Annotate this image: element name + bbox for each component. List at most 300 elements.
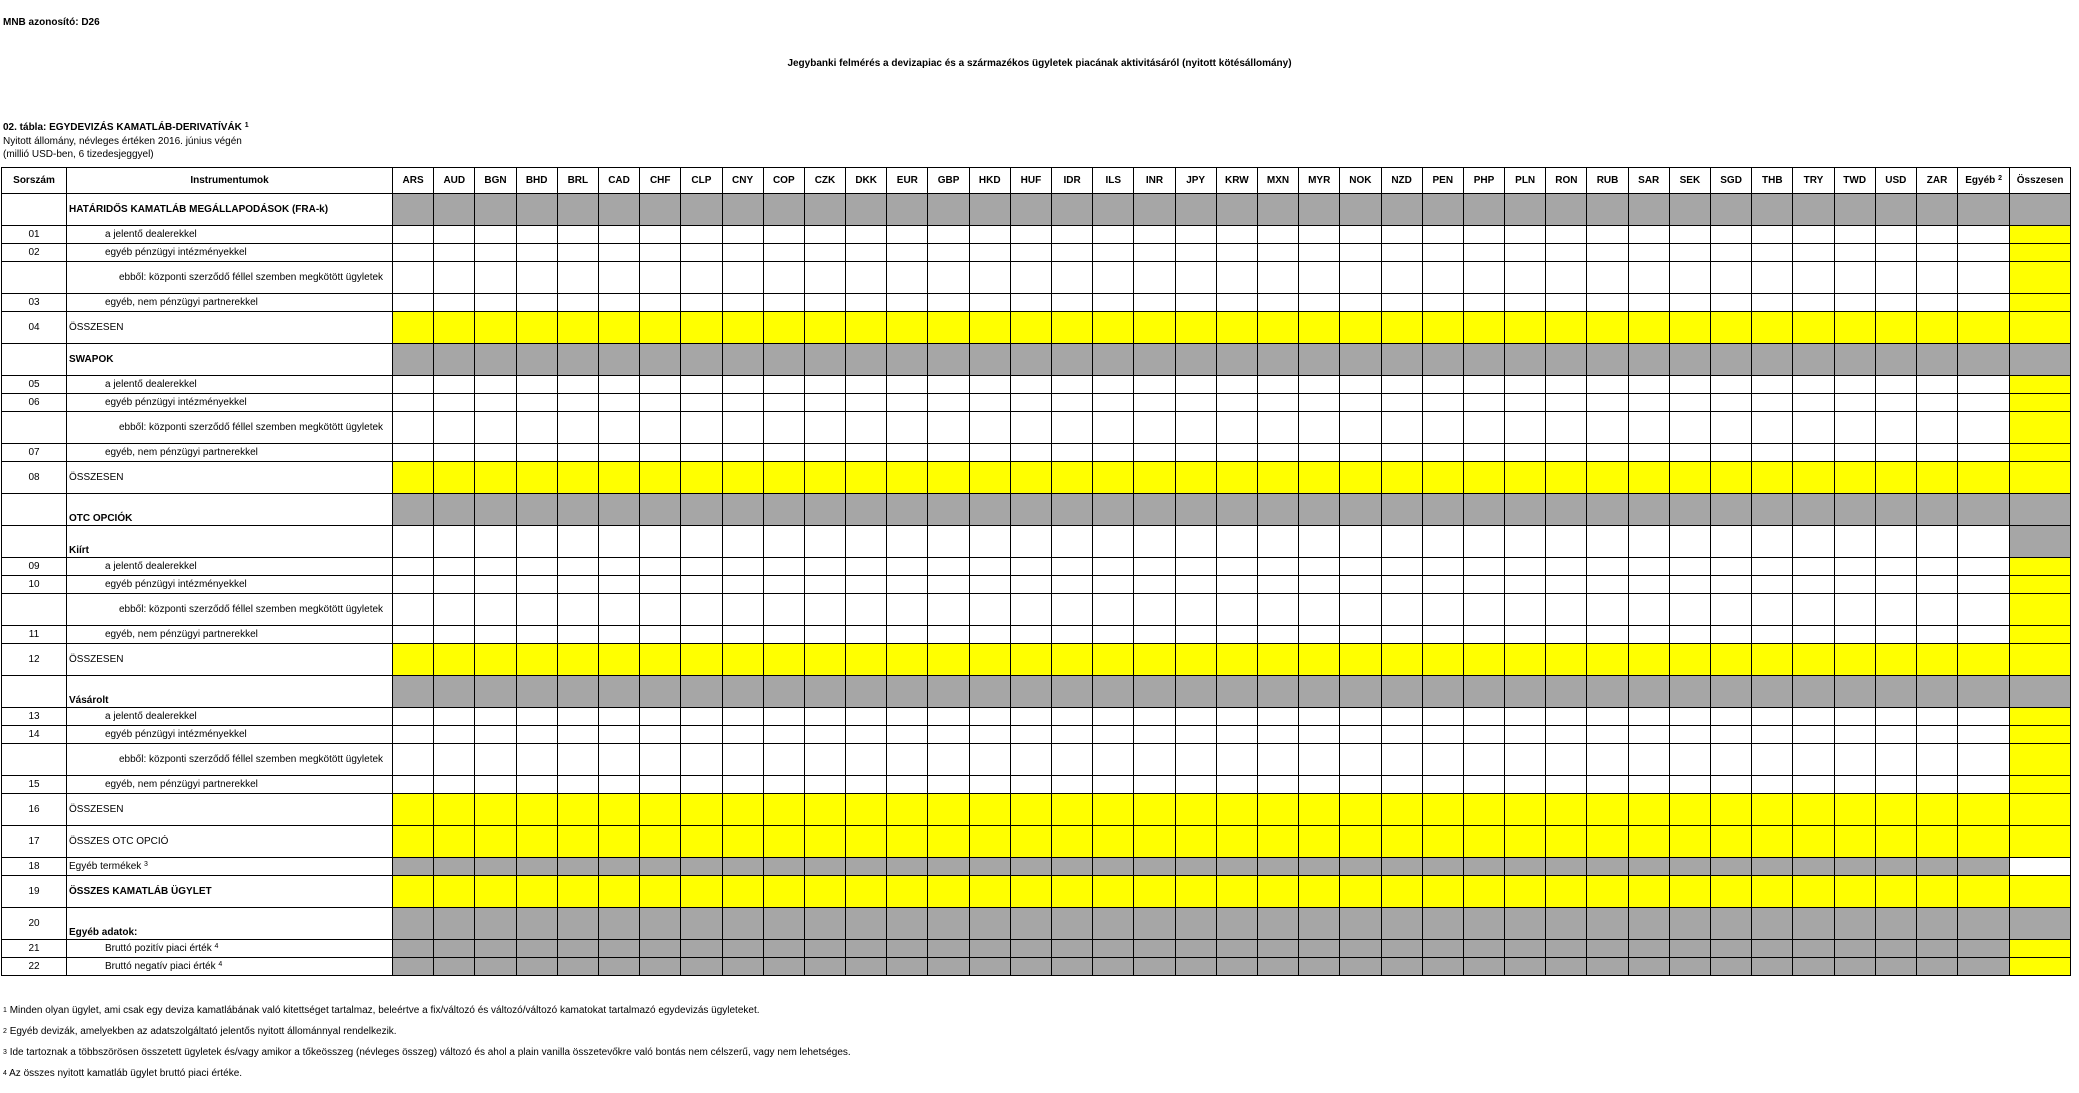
value-cell-input[interactable] <box>1587 462 1628 494</box>
value-cell-input[interactable] <box>846 876 887 908</box>
value-cell-input[interactable] <box>1628 594 1669 626</box>
value-cell-input[interactable] <box>1875 462 1916 494</box>
value-cell-input[interactable] <box>681 708 722 726</box>
value-cell-input[interactable] <box>1134 594 1175 626</box>
value-cell-input[interactable] <box>1422 744 1463 776</box>
value-cell-input[interactable] <box>1628 776 1669 794</box>
value-cell-input[interactable] <box>393 644 434 676</box>
value-cell-input[interactable] <box>1711 262 1752 294</box>
value-cell-input[interactable] <box>969 876 1010 908</box>
value-cell-input[interactable] <box>393 444 434 462</box>
value-cell-input[interactable] <box>1340 826 1381 858</box>
value-cell-input[interactable] <box>1875 876 1916 908</box>
value-cell-input[interactable] <box>969 594 1010 626</box>
total-cell-input[interactable] <box>2010 626 2071 644</box>
value-cell-input[interactable] <box>1052 708 1093 726</box>
value-cell-input[interactable] <box>640 294 681 312</box>
value-cell-input[interactable] <box>1093 412 1134 444</box>
value-cell-input[interactable] <box>1505 744 1546 776</box>
value-cell-input[interactable] <box>1793 626 1834 644</box>
value-cell-input[interactable] <box>1628 444 1669 462</box>
value-cell-input[interactable] <box>640 262 681 294</box>
value-cell-input[interactable] <box>1546 444 1587 462</box>
value-cell-input[interactable] <box>846 826 887 858</box>
value-cell-input[interactable] <box>1463 708 1504 726</box>
value-cell-input[interactable] <box>1257 726 1298 744</box>
value-cell-input[interactable] <box>1546 876 1587 908</box>
value-cell-input[interactable] <box>1546 594 1587 626</box>
value-cell-input[interactable] <box>722 444 763 462</box>
value-cell-input[interactable] <box>1299 226 1340 244</box>
value-cell-input[interactable] <box>681 826 722 858</box>
total-cell-input[interactable] <box>2010 376 2071 394</box>
value-cell-input[interactable] <box>1257 594 1298 626</box>
value-cell-input[interactable] <box>1052 594 1093 626</box>
value-cell-input[interactable] <box>1587 726 1628 744</box>
value-cell-input[interactable] <box>1752 526 1793 558</box>
value-cell-input[interactable] <box>1958 876 2010 908</box>
value-cell-input[interactable] <box>1463 226 1504 244</box>
value-cell-input[interactable] <box>1669 876 1710 908</box>
value-cell-input[interactable] <box>887 626 928 644</box>
value-cell-input[interactable] <box>969 708 1010 726</box>
value-cell-input[interactable] <box>1628 626 1669 644</box>
value-cell-input[interactable] <box>516 744 557 776</box>
value-cell-input[interactable] <box>887 444 928 462</box>
value-cell-input[interactable] <box>1216 876 1257 908</box>
value-cell-input[interactable] <box>1381 312 1422 344</box>
value-cell-input[interactable] <box>393 294 434 312</box>
value-cell-input[interactable] <box>1916 826 1957 858</box>
value-cell-input[interactable] <box>1834 626 1875 644</box>
value-cell-input[interactable] <box>1010 708 1051 726</box>
value-cell-input[interactable] <box>1546 412 1587 444</box>
value-cell-input[interactable] <box>1134 576 1175 594</box>
value-cell-input[interactable] <box>969 526 1010 558</box>
value-cell-input[interactable] <box>1381 594 1422 626</box>
value-cell-input[interactable] <box>1299 244 1340 262</box>
value-cell-input[interactable] <box>475 294 516 312</box>
value-cell-input[interactable] <box>1711 744 1752 776</box>
value-cell-input[interactable] <box>1505 826 1546 858</box>
value-cell-input[interactable] <box>681 776 722 794</box>
value-cell-input[interactable] <box>434 412 475 444</box>
value-cell-input[interactable] <box>846 394 887 412</box>
value-cell-input[interactable] <box>1958 244 2010 262</box>
value-cell-input[interactable] <box>1381 776 1422 794</box>
value-cell-input[interactable] <box>1175 794 1216 826</box>
value-cell-input[interactable] <box>1299 826 1340 858</box>
value-cell-input[interactable] <box>1216 744 1257 776</box>
value-cell-input[interactable] <box>1546 794 1587 826</box>
value-cell-input[interactable] <box>763 794 804 826</box>
value-cell-input[interactable] <box>1216 644 1257 676</box>
value-cell-input[interactable] <box>1340 776 1381 794</box>
total-cell-input[interactable] <box>2010 594 2071 626</box>
value-cell-input[interactable] <box>598 594 639 626</box>
value-cell-input[interactable] <box>804 226 845 244</box>
value-cell-input[interactable] <box>1134 526 1175 558</box>
value-cell-input[interactable] <box>1834 526 1875 558</box>
value-cell-input[interactable] <box>557 294 598 312</box>
value-cell-input[interactable] <box>1587 744 1628 776</box>
value-cell-input[interactable] <box>1463 412 1504 444</box>
value-cell-input[interactable] <box>722 294 763 312</box>
value-cell-input[interactable] <box>1711 626 1752 644</box>
value-cell-input[interactable] <box>1669 726 1710 744</box>
value-cell-input[interactable] <box>1010 312 1051 344</box>
value-cell-input[interactable] <box>434 876 475 908</box>
value-cell-input[interactable] <box>1505 444 1546 462</box>
value-cell-input[interactable] <box>1463 444 1504 462</box>
value-cell-input[interactable] <box>1422 244 1463 262</box>
value-cell-input[interactable] <box>1257 294 1298 312</box>
value-cell-input[interactable] <box>1958 312 2010 344</box>
value-cell-input[interactable] <box>1711 726 1752 744</box>
value-cell-input[interactable] <box>1010 794 1051 826</box>
value-cell-input[interactable] <box>1463 594 1504 626</box>
value-cell-input[interactable] <box>557 794 598 826</box>
value-cell-input[interactable] <box>887 576 928 594</box>
value-cell-input[interactable] <box>1216 294 1257 312</box>
total-cell-input[interactable] <box>2010 726 2071 744</box>
value-cell-input[interactable] <box>928 394 969 412</box>
value-cell-input[interactable] <box>475 576 516 594</box>
value-cell-input[interactable] <box>1505 644 1546 676</box>
value-cell-input[interactable] <box>1422 876 1463 908</box>
value-cell-input[interactable] <box>763 826 804 858</box>
value-cell-input[interactable] <box>598 444 639 462</box>
value-cell-input[interactable] <box>1052 444 1093 462</box>
value-cell-input[interactable] <box>969 226 1010 244</box>
value-cell-input[interactable] <box>1422 444 1463 462</box>
value-cell-input[interactable] <box>1340 394 1381 412</box>
value-cell-input[interactable] <box>1340 744 1381 776</box>
value-cell-input[interactable] <box>1669 644 1710 676</box>
total-cell-input[interactable] <box>2010 776 2071 794</box>
value-cell-input[interactable] <box>1052 412 1093 444</box>
value-cell-input[interactable] <box>1752 312 1793 344</box>
value-cell-input[interactable] <box>1052 462 1093 494</box>
value-cell-input[interactable] <box>1628 576 1669 594</box>
value-cell-input[interactable] <box>1299 776 1340 794</box>
value-cell-input[interactable] <box>1052 226 1093 244</box>
value-cell-input[interactable] <box>1793 644 1834 676</box>
value-cell-input[interactable] <box>1958 444 2010 462</box>
value-cell-input[interactable] <box>846 226 887 244</box>
value-cell-input[interactable] <box>557 262 598 294</box>
value-cell-input[interactable] <box>928 558 969 576</box>
value-cell-input[interactable] <box>763 312 804 344</box>
value-cell-input[interactable] <box>928 244 969 262</box>
value-cell-input[interactable] <box>1793 558 1834 576</box>
value-cell-input[interactable] <box>598 226 639 244</box>
value-cell-input[interactable] <box>969 412 1010 444</box>
value-cell-input[interactable] <box>1257 394 1298 412</box>
value-cell-input[interactable] <box>434 394 475 412</box>
value-cell-input[interactable] <box>557 526 598 558</box>
value-cell-input[interactable] <box>1052 394 1093 412</box>
value-cell-input[interactable] <box>1628 312 1669 344</box>
value-cell-input[interactable] <box>1093 726 1134 744</box>
value-cell-input[interactable] <box>1422 826 1463 858</box>
value-cell-input[interactable] <box>1299 394 1340 412</box>
total-cell-input[interactable] <box>2010 744 2071 776</box>
value-cell-input[interactable] <box>1093 744 1134 776</box>
value-cell-input[interactable] <box>1175 826 1216 858</box>
value-cell-input[interactable] <box>1257 462 1298 494</box>
total-cell-input[interactable] <box>2010 940 2071 958</box>
value-cell-input[interactable] <box>1257 776 1298 794</box>
value-cell-input[interactable] <box>1010 726 1051 744</box>
value-cell-input[interactable] <box>475 226 516 244</box>
value-cell-input[interactable] <box>887 776 928 794</box>
value-cell-input[interactable] <box>969 794 1010 826</box>
value-cell-input[interactable] <box>1216 312 1257 344</box>
value-cell-input[interactable] <box>1175 412 1216 444</box>
value-cell-input[interactable] <box>846 294 887 312</box>
value-cell-input[interactable] <box>763 776 804 794</box>
value-cell-input[interactable] <box>1628 826 1669 858</box>
value-cell-input[interactable] <box>1381 626 1422 644</box>
value-cell-input[interactable] <box>1834 744 1875 776</box>
value-cell-input[interactable] <box>681 626 722 644</box>
value-cell-input[interactable] <box>846 462 887 494</box>
value-cell-input[interactable] <box>393 462 434 494</box>
value-cell-input[interactable] <box>1669 526 1710 558</box>
value-cell-input[interactable] <box>887 876 928 908</box>
value-cell-input[interactable] <box>434 776 475 794</box>
value-cell-input[interactable] <box>1711 876 1752 908</box>
value-cell-input[interactable] <box>887 526 928 558</box>
value-cell-input[interactable] <box>1834 312 1875 344</box>
value-cell-input[interactable] <box>1175 776 1216 794</box>
value-cell-input[interactable] <box>516 626 557 644</box>
value-cell-input[interactable] <box>681 312 722 344</box>
value-cell-input[interactable] <box>1134 876 1175 908</box>
value-cell-input[interactable] <box>722 394 763 412</box>
value-cell-input[interactable] <box>804 444 845 462</box>
value-cell-input[interactable] <box>1669 826 1710 858</box>
value-cell-input[interactable] <box>1505 462 1546 494</box>
value-cell-input[interactable] <box>681 744 722 776</box>
value-cell-input[interactable] <box>1916 776 1957 794</box>
value-cell-input[interactable] <box>1052 376 1093 394</box>
value-cell-input[interactable] <box>1875 244 1916 262</box>
value-cell-input[interactable] <box>1257 444 1298 462</box>
value-cell-input[interactable] <box>1216 726 1257 744</box>
value-cell-input[interactable] <box>969 376 1010 394</box>
value-cell-input[interactable] <box>1916 462 1957 494</box>
value-cell-input[interactable] <box>1216 594 1257 626</box>
value-cell-input[interactable] <box>1958 294 2010 312</box>
value-cell-input[interactable] <box>681 576 722 594</box>
value-cell-input[interactable] <box>516 394 557 412</box>
value-cell-input[interactable] <box>1381 294 1422 312</box>
value-cell-input[interactable] <box>1010 644 1051 676</box>
value-cell-input[interactable] <box>1752 644 1793 676</box>
value-cell-input[interactable] <box>1299 594 1340 626</box>
value-cell-input[interactable] <box>598 244 639 262</box>
value-cell-input[interactable] <box>1711 558 1752 576</box>
value-cell-input[interactable] <box>393 876 434 908</box>
value-cell-input[interactable] <box>887 312 928 344</box>
value-cell-input[interactable] <box>1010 244 1051 262</box>
value-cell-input[interactable] <box>1052 826 1093 858</box>
value-cell-input[interactable] <box>1505 244 1546 262</box>
value-cell-input[interactable] <box>1175 708 1216 726</box>
value-cell-input[interactable] <box>1587 412 1628 444</box>
value-cell-input[interactable] <box>804 626 845 644</box>
total-cell-input[interactable] <box>2010 858 2071 876</box>
value-cell-input[interactable] <box>640 594 681 626</box>
value-cell-input[interactable] <box>1505 776 1546 794</box>
value-cell-input[interactable] <box>1381 526 1422 558</box>
value-cell-input[interactable] <box>1257 708 1298 726</box>
value-cell-input[interactable] <box>1587 244 1628 262</box>
value-cell-input[interactable] <box>1216 412 1257 444</box>
value-cell-input[interactable] <box>763 412 804 444</box>
value-cell-input[interactable] <box>1875 394 1916 412</box>
value-cell-input[interactable] <box>1134 744 1175 776</box>
value-cell-input[interactable] <box>1752 412 1793 444</box>
value-cell-input[interactable] <box>1875 262 1916 294</box>
value-cell-input[interactable] <box>846 262 887 294</box>
value-cell-input[interactable] <box>1216 558 1257 576</box>
value-cell-input[interactable] <box>1216 226 1257 244</box>
value-cell-input[interactable] <box>846 594 887 626</box>
value-cell-input[interactable] <box>681 226 722 244</box>
value-cell-input[interactable] <box>1916 876 1957 908</box>
value-cell-input[interactable] <box>887 412 928 444</box>
value-cell-input[interactable] <box>1834 594 1875 626</box>
value-cell-input[interactable] <box>598 776 639 794</box>
value-cell-input[interactable] <box>722 262 763 294</box>
value-cell-input[interactable] <box>516 594 557 626</box>
value-cell-input[interactable] <box>598 394 639 412</box>
value-cell-input[interactable] <box>516 412 557 444</box>
value-cell-input[interactable] <box>681 262 722 294</box>
value-cell-input[interactable] <box>640 312 681 344</box>
value-cell-input[interactable] <box>1340 708 1381 726</box>
value-cell-input[interactable] <box>1875 708 1916 726</box>
value-cell-input[interactable] <box>928 826 969 858</box>
value-cell-input[interactable] <box>1669 794 1710 826</box>
value-cell-input[interactable] <box>640 226 681 244</box>
value-cell-input[interactable] <box>928 644 969 676</box>
value-cell-input[interactable] <box>763 244 804 262</box>
value-cell-input[interactable] <box>1299 626 1340 644</box>
value-cell-input[interactable] <box>516 444 557 462</box>
value-cell-input[interactable] <box>1134 794 1175 826</box>
value-cell-input[interactable] <box>1175 558 1216 576</box>
value-cell-input[interactable] <box>1299 262 1340 294</box>
value-cell-input[interactable] <box>1752 244 1793 262</box>
value-cell-input[interactable] <box>1752 444 1793 462</box>
value-cell-input[interactable] <box>1875 444 1916 462</box>
value-cell-input[interactable] <box>393 726 434 744</box>
value-cell-input[interactable] <box>1546 708 1587 726</box>
value-cell-input[interactable] <box>1958 826 2010 858</box>
value-cell-input[interactable] <box>1505 376 1546 394</box>
value-cell-input[interactable] <box>969 776 1010 794</box>
value-cell-input[interactable] <box>1834 776 1875 794</box>
value-cell-input[interactable] <box>1587 794 1628 826</box>
value-cell-input[interactable] <box>1752 794 1793 826</box>
value-cell-input[interactable] <box>928 262 969 294</box>
value-cell-input[interactable] <box>640 412 681 444</box>
value-cell-input[interactable] <box>1381 462 1422 494</box>
value-cell-input[interactable] <box>722 412 763 444</box>
value-cell-input[interactable] <box>1958 526 2010 558</box>
value-cell-input[interactable] <box>969 744 1010 776</box>
value-cell-input[interactable] <box>1916 262 1957 294</box>
value-cell-input[interactable] <box>1916 708 1957 726</box>
value-cell-input[interactable] <box>969 262 1010 294</box>
value-cell-input[interactable] <box>393 826 434 858</box>
value-cell-input[interactable] <box>1628 526 1669 558</box>
value-cell-input[interactable] <box>763 444 804 462</box>
value-cell-input[interactable] <box>434 462 475 494</box>
value-cell-input[interactable] <box>1175 644 1216 676</box>
value-cell-input[interactable] <box>1340 262 1381 294</box>
value-cell-input[interactable] <box>1134 312 1175 344</box>
value-cell-input[interactable] <box>846 412 887 444</box>
value-cell-input[interactable] <box>1669 744 1710 776</box>
value-cell-input[interactable] <box>681 876 722 908</box>
value-cell-input[interactable] <box>1752 626 1793 644</box>
value-cell-input[interactable] <box>1175 626 1216 644</box>
value-cell-input[interactable] <box>722 226 763 244</box>
value-cell-input[interactable] <box>1175 594 1216 626</box>
value-cell-input[interactable] <box>1257 262 1298 294</box>
value-cell-input[interactable] <box>1216 576 1257 594</box>
value-cell-input[interactable] <box>1505 294 1546 312</box>
value-cell-input[interactable] <box>434 826 475 858</box>
value-cell-input[interactable] <box>722 744 763 776</box>
total-cell-input[interactable] <box>2010 462 2071 494</box>
value-cell-input[interactable] <box>1752 462 1793 494</box>
total-cell-input[interactable] <box>2010 794 2071 826</box>
value-cell-input[interactable] <box>1422 312 1463 344</box>
value-cell-input[interactable] <box>1793 576 1834 594</box>
value-cell-input[interactable] <box>1299 412 1340 444</box>
value-cell-input[interactable] <box>434 708 475 726</box>
value-cell-input[interactable] <box>1093 558 1134 576</box>
value-cell-input[interactable] <box>1463 726 1504 744</box>
value-cell-input[interactable] <box>846 444 887 462</box>
value-cell-input[interactable] <box>1257 626 1298 644</box>
value-cell-input[interactable] <box>1299 876 1340 908</box>
value-cell-input[interactable] <box>1463 744 1504 776</box>
value-cell-input[interactable] <box>804 576 845 594</box>
value-cell-input[interactable] <box>1834 294 1875 312</box>
value-cell-input[interactable] <box>393 394 434 412</box>
value-cell-input[interactable] <box>1299 726 1340 744</box>
value-cell-input[interactable] <box>1793 312 1834 344</box>
value-cell-input[interactable] <box>1052 876 1093 908</box>
value-cell-input[interactable] <box>722 376 763 394</box>
value-cell-input[interactable] <box>1546 262 1587 294</box>
value-cell-input[interactable] <box>1875 558 1916 576</box>
value-cell-input[interactable] <box>969 826 1010 858</box>
value-cell-input[interactable] <box>516 262 557 294</box>
value-cell-input[interactable] <box>434 558 475 576</box>
value-cell-input[interactable] <box>557 576 598 594</box>
value-cell-input[interactable] <box>598 726 639 744</box>
value-cell-input[interactable] <box>1669 776 1710 794</box>
value-cell-input[interactable] <box>1587 226 1628 244</box>
